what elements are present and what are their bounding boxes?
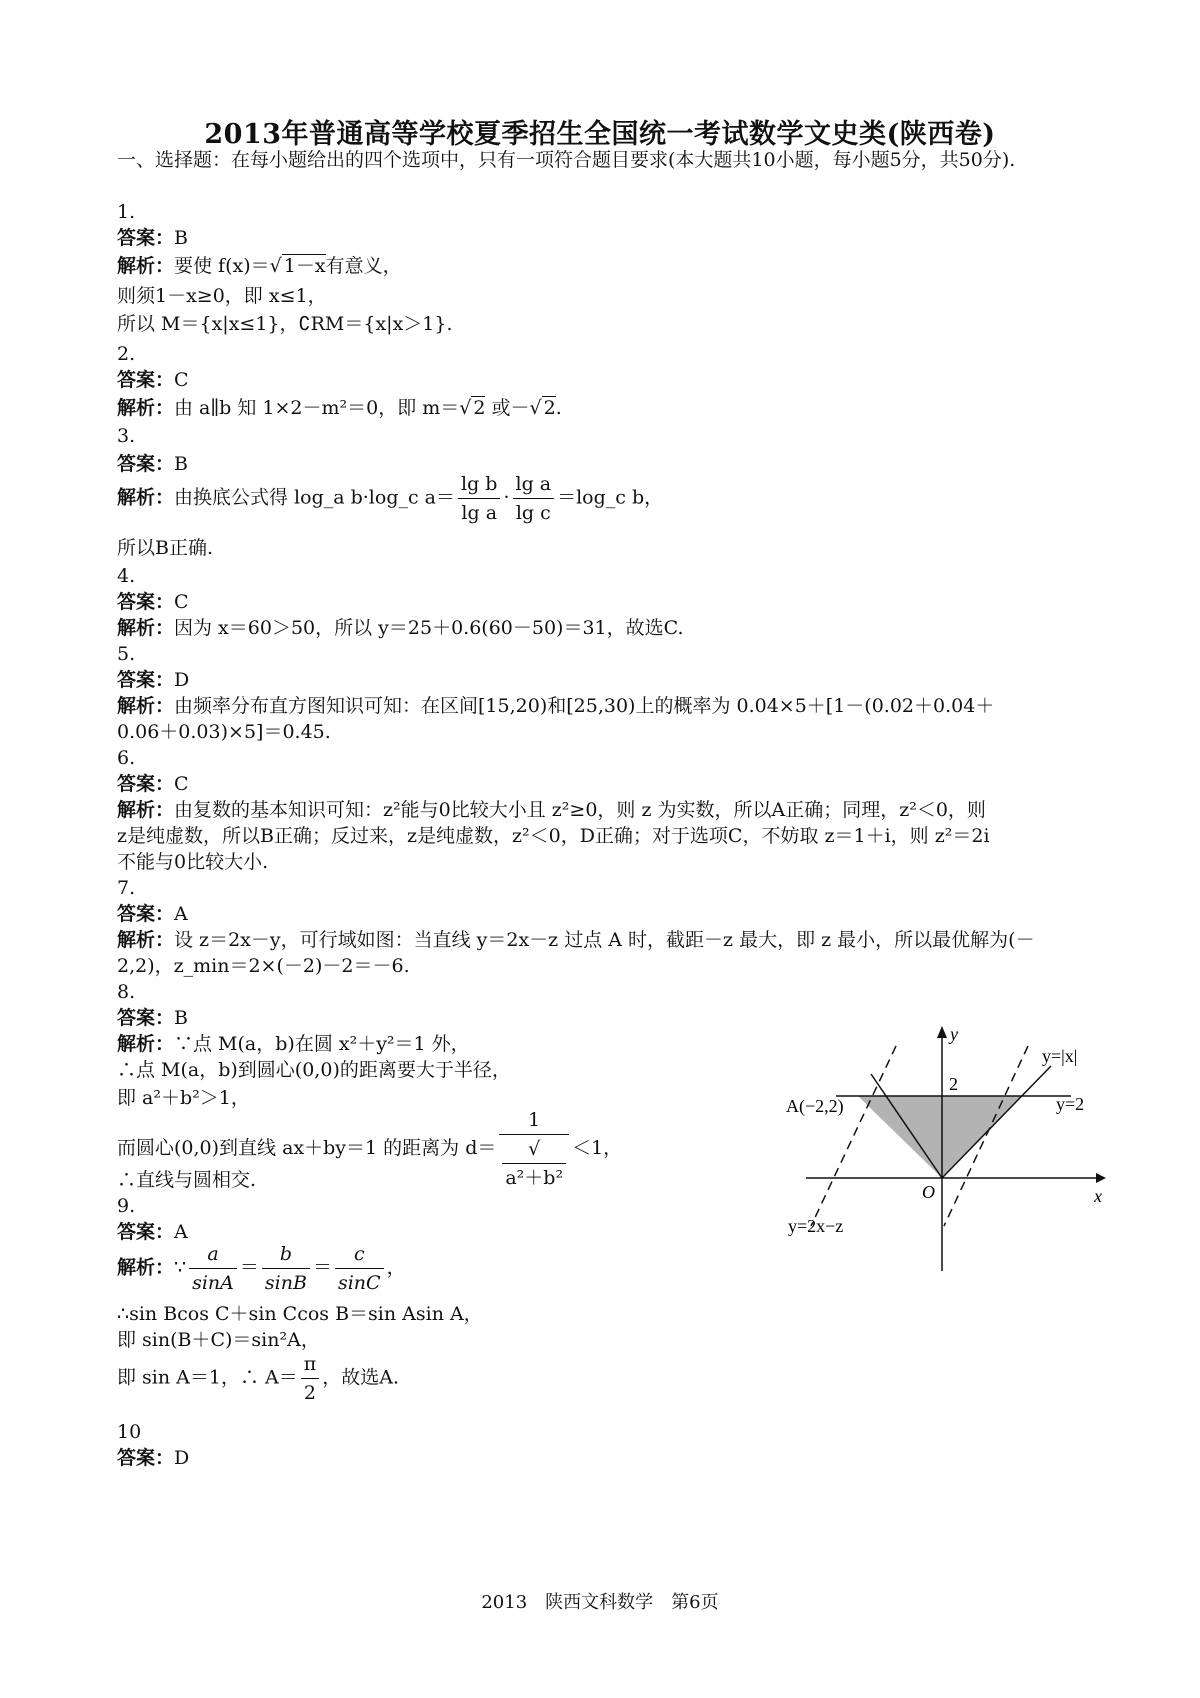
q8-analysis-line2: ∴点 M(a，b)到圆心(0,0)的距离要大于半径，	[117, 1059, 511, 1081]
dashed-line-left	[811, 1046, 896, 1226]
q8-number: 8.	[117, 981, 136, 1003]
q7-analysis-line2: 2,2)，z_min＝2×(－2)－2＝－6.	[117, 955, 410, 977]
q8-analysis-line5: ∴直线与圆相交.	[117, 1169, 257, 1191]
q3-analysis-line2: 所以B正确.	[117, 537, 214, 559]
q9-analysis-line2: ∴sin Bcos C＋sin Ccos B＝sin Asin A，	[117, 1303, 483, 1325]
q1-analysis-line3: 所以 M＝{x|x≤1}，∁RM＝{x|x＞1}.	[117, 313, 453, 335]
objective-line-label: y=2x−z	[788, 1216, 844, 1236]
q9-answer: 答案：A	[117, 1221, 188, 1243]
q5-number: 5.	[117, 643, 136, 665]
q7-number: 7.	[117, 877, 136, 899]
q8-analysis-line4: 而圆心(0,0)到直线 ax＋by＝1 的距离为 d＝ 1 √ a²＋b² ＜1，	[117, 1106, 622, 1192]
fraction: $\frac{\pi}{2}$	[301, 1350, 320, 1407]
q1-analysis-line1: 解析：要使 f(x)＝√ 1－x有意义，	[117, 255, 402, 277]
section-intro: 一、选择题：在每小题给出的四个选项中，只有一项符合题目要求(本大题共10小题，每小题5分，共50分).	[117, 149, 1016, 171]
q9-analysis-line3: 即 sin(B＋C)＝sin²A，	[117, 1329, 320, 1351]
feasible-region-figure	[786, 1026, 1106, 1276]
page-footer: 2013 陕西文科数学 第6页	[481, 1592, 719, 1613]
shaded-region	[858, 1096, 1021, 1178]
q2-analysis: 解析：由 a∥b 知 1×2－m²＝0，即 m＝√ 2 或－√ 2.	[117, 397, 562, 419]
q7-analysis-line1: 解析：设 z＝2x－y，可行域如图：当直线 y＝2x－z 过点 A 时，截距－z 最大，即 z 最小，所以最优解为(－	[117, 929, 1035, 951]
q6-number: 6.	[117, 747, 136, 769]
q6-analysis-line2: z是纯虚数，所以B正确；反过来，z是纯虚数，z²＜0，D正确；对于选项C，不妨取 z＝1＋i，则 z²＝2i	[117, 825, 990, 847]
q8-answer: 答案：B	[117, 1007, 188, 1029]
q3-answer: 答案：B	[117, 453, 188, 475]
q1-answer: 答案：B	[117, 227, 188, 249]
origin-label: O	[922, 1182, 935, 1202]
q2-answer: 答案：C	[117, 369, 189, 391]
q4-answer: 答案：C	[117, 591, 189, 613]
q8-analysis-line3: 即 a²＋b²＞1，	[117, 1087, 250, 1109]
q10-answer: 答案：D	[117, 1447, 190, 1469]
q1-analysis-line2: 则须1－x≥0，即 x≤1，	[117, 285, 327, 307]
q9-number: 9.	[117, 1195, 136, 1217]
fraction: $\frac{\text{lg a}}{\text{lg c}}$	[513, 470, 555, 527]
q10-number: 10	[117, 1421, 142, 1443]
q7-answer: 答案：A	[117, 903, 188, 925]
q6-analysis-line3: 不能与0比较大小.	[117, 851, 269, 873]
q5-analysis-line2: 0.06＋0.03)×5]＝0.45.	[117, 721, 331, 743]
fraction: $\frac{c}{\sin C}$	[335, 1240, 384, 1297]
q3-number: 3.	[117, 425, 136, 447]
q6-analysis-line1: 解析：由复数的基本知识可知：z²能与0比较大小且 z²≥0，则 z 为实数，所以A正确；同理，z²＜0，则	[117, 799, 986, 821]
page-title: 2013年普通高等学校夏季招生全国统一考试数学文史类(陕西卷)	[204, 119, 996, 150]
fraction: $\frac{a}{\sin A}$	[189, 1240, 237, 1297]
fraction: $\frac{b}{\sin B}$	[262, 1240, 310, 1297]
q8-analysis-line1: 解析：∵点 M(a，b)在圆 x²＋y²＝1 外，	[117, 1033, 470, 1055]
fraction: 1 √ a²＋b²	[499, 1106, 569, 1192]
q4-analysis: 解析：因为 x＝60＞50，所以 y＝25＋0.6(60－50)＝31，故选C.	[117, 617, 684, 639]
y-axis-label: y	[950, 1026, 958, 1044]
q6-answer: 答案：C	[117, 773, 189, 795]
x-axis-arrow-icon	[1096, 1173, 1106, 1183]
y2-line-label: y=2	[1056, 1094, 1085, 1114]
q4-number: 4.	[117, 565, 136, 587]
q9-analysis-line1: 解析：∵ $\frac{a}{\sin A}$ ＝ $\frac{b}{\sin B}$ ＝ $\frac{c}{\sin C}$ ，	[117, 1240, 406, 1297]
abs-line-label: y=|x|	[1042, 1046, 1078, 1066]
q5-analysis-line1: 解析：由频率分布直方图知识可知：在区间[15,20)和[25,30)上的概率为 0.04×5＋[1－(0.02＋0.04＋	[117, 695, 995, 717]
q5-answer: 答案：D	[117, 669, 190, 691]
q3-analysis-line1: 解析：由换底公式得 log_a b·log_c a＝ $\frac{\text{lg b}}{\text{lg a}}$ · $\frac{\text{lg a}}{\text{lg c}}$ ＝log_c b，	[117, 470, 663, 527]
x-axis-label: x	[1094, 1186, 1102, 1206]
q9-analysis-line4: 即 sin A＝1，∴ A＝ $\frac{\pi}{2}$ ，故选A.	[117, 1350, 399, 1407]
fraction: $\frac{\text{lg b}}{\text{lg a}}$	[458, 470, 500, 527]
y-axis-arrow-icon	[937, 1026, 947, 1038]
q2-number: 2.	[117, 343, 136, 365]
q1-number: 1.	[117, 201, 136, 223]
point-a-label: A(−2,2)	[786, 1096, 844, 1116]
tick-label-2: 2	[949, 1074, 958, 1094]
